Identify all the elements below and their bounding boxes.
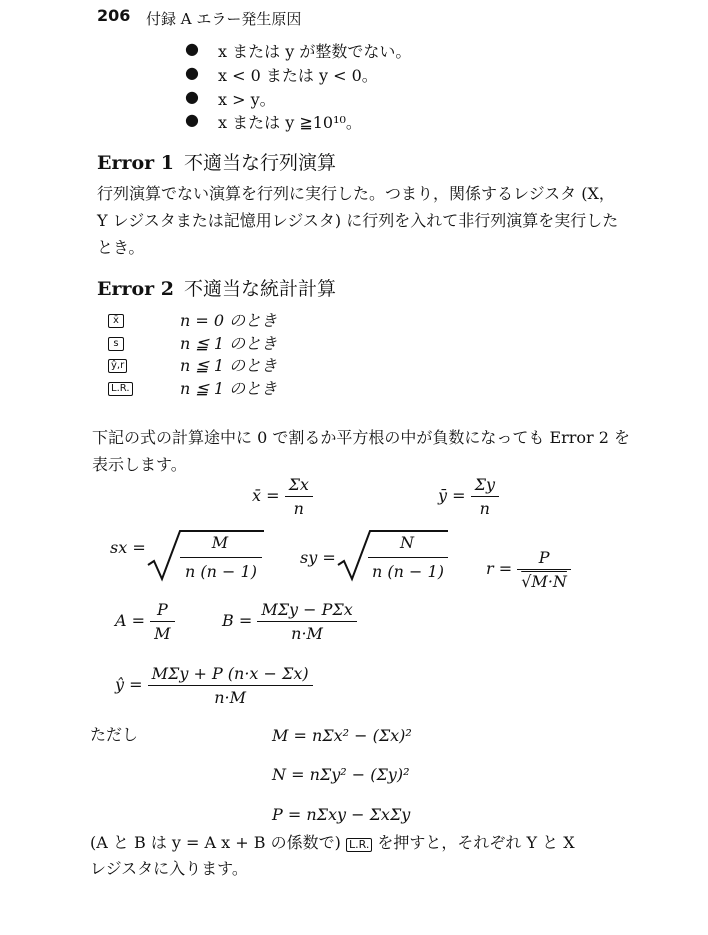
formula-a: A = $\frac{P}{M}$	[115, 600, 175, 643]
fraction-bar	[180, 557, 262, 558]
bullet-item: x または y ≧10¹⁰。	[218, 113, 362, 132]
key-s: s	[108, 331, 124, 351]
formula-sy-num: N	[400, 533, 414, 552]
bullet-item: x < 0 または y < 0。	[218, 66, 378, 85]
definition-m: M = nΣx² − (Σx)²	[272, 726, 412, 745]
error2-body: 下記の式の計算途中に 0 で割るか平方根の中が負数になっても Error 2 を表示します。	[92, 428, 631, 474]
page-header-title: 付録 A エラー発生原因	[146, 10, 302, 28]
formula-sx-den: n (n − 1)	[185, 562, 257, 581]
formula-xbar: x̄ = $\frac{\Sigma x}{n}$	[252, 475, 313, 518]
condition-text: n ≦ 1 のとき	[180, 356, 278, 375]
error1-heading	[97, 148, 336, 175]
error1-title: 不適当な行列演算	[184, 152, 337, 174]
error2-title: 不適当な統計計算	[184, 278, 337, 300]
formula-yhat: ŷ = $\frac{\text{MΣy + P (n·x − Σx)}}{n\cdot M}$	[115, 664, 313, 707]
formula-b: B = $\frac{\text{MΣy − PΣx}}{n\cdot M}$	[222, 600, 357, 643]
formula-sy-den: n (n − 1)	[372, 562, 444, 581]
formula-sx-num: M	[211, 533, 229, 552]
bullet-icon: ●	[185, 87, 199, 106]
condition-text: n ≦ 1 のとき	[180, 334, 278, 353]
bullet-item: x または y が整数でない。	[218, 42, 412, 61]
tadashi-label: ただし	[90, 725, 139, 744]
error1-body: 行列演算でない演算を行列に実行した。つまり，関係するレジスタ (X，Y レジスタまたは記憶用レジスタ) に行列を入れて非行列演算を実行したとき。	[97, 184, 619, 257]
condition-text: n = 0 のとき	[180, 311, 278, 330]
key-lr: L.R.	[108, 376, 133, 396]
fraction-bar	[368, 557, 448, 558]
formula-sy-lhs: sy =	[300, 548, 336, 567]
footer-line1: (A と B は y = A x + B の係数で) L.R. を押すと，それぞれ Y と X	[90, 833, 575, 852]
formula-ybar: ȳ = $\frac{\Sigma y}{n}$	[438, 475, 499, 518]
formula-r: r = $\frac{P}{√M\cdot N}$	[486, 548, 571, 591]
bullet-icon: ●	[185, 110, 199, 129]
footer-line2: レジスタに入ります。	[90, 859, 248, 878]
bullet-icon: ●	[185, 39, 199, 58]
error2-label: Error 2	[97, 278, 175, 300]
key-xbar: x̄	[108, 308, 124, 328]
key-lr-inline: L.R.	[346, 838, 372, 852]
definition-n: N = nΣy² − (Σy)²	[272, 765, 410, 784]
bullet-item: x > y。	[218, 90, 276, 109]
condition-text: n ≦ 1 のとき	[180, 379, 278, 398]
error1-label: Error 1	[97, 152, 175, 174]
definition-p: P = nΣxy − ΣxΣy	[272, 805, 411, 824]
error2-heading	[97, 274, 336, 301]
bullet-icon: ●	[185, 63, 199, 82]
page-number: 206	[97, 6, 131, 25]
formula-sx-lhs: sx =	[110, 538, 146, 557]
key-yhat-r: ŷ,r	[108, 353, 127, 373]
